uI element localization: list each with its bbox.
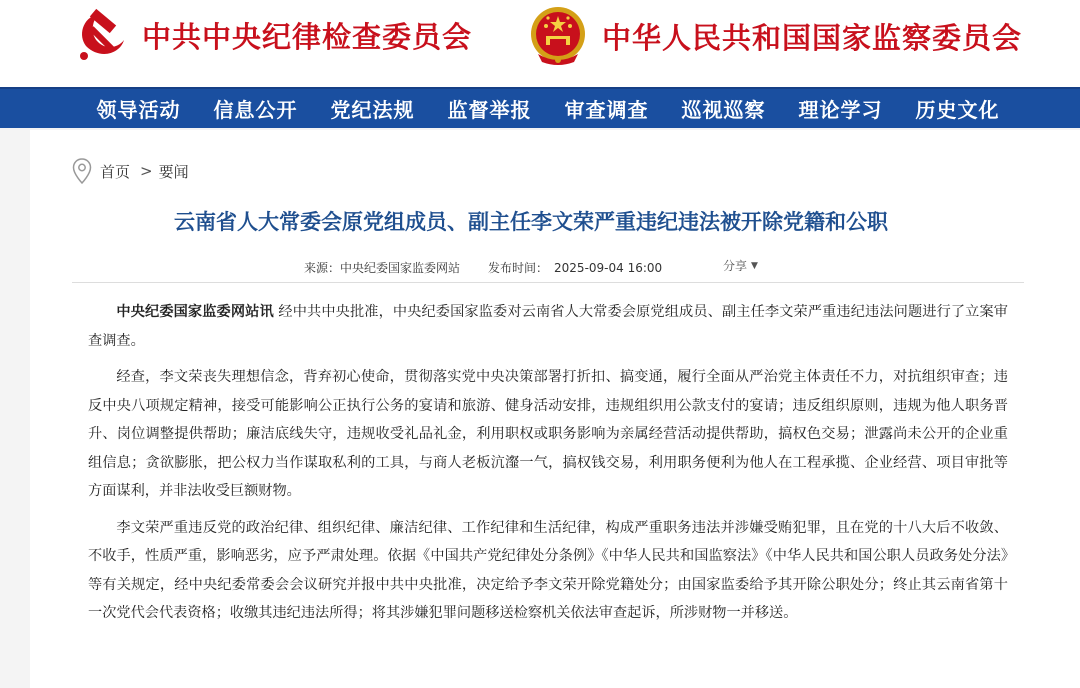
nav-item-investigation[interactable]: 审查调查: [564, 98, 649, 122]
nav-item-leadership[interactable]: 领导活动: [96, 98, 181, 122]
nav-item-report[interactable]: 监督举报: [447, 98, 532, 122]
breadcrumb: [72, 158, 189, 184]
nav-item-disclosure[interactable]: 信息公开: [213, 98, 298, 122]
share-label: 分享: [723, 259, 748, 273]
share-button[interactable]: [723, 257, 758, 274]
hammer-sickle-icon: [72, 6, 130, 64]
divider: [72, 282, 1024, 283]
breadcrumb-current[interactable]: 要闻: [158, 162, 189, 181]
nsc-name: 中华人民共和国国家监察委员会: [602, 20, 1023, 55]
nav-item-history[interactable]: 历史文化: [915, 98, 1000, 122]
article-paragraph-1-text: 经中共中央批准，中央纪委国家监委对云南省人大常委会原党组成员、副主任李文荣严重违纪违法问题进行了立案审查调查。: [88, 304, 1008, 349]
article-paragraph-2: 经查，李文荣丧失理想信念，背弃初心使命，贯彻落实党中央决策部署打折扣、搞变通，履行全面从严治党主体责任不力，对抗组织审查；违反中央八项规定精神，接受可能影响公正执行公务的宴请和旅游、健身活动安排，违规组织用公款支付的宴请；违反组织原则，违规为他人职务晋升、岗位调整提供帮助；廉洁底线失守，违规收受礼品礼金，利用职权或职务影响为亲属经营活动提供帮助，搞权色交易；泄露尚未公开的企业重组信息；贪欲膨胀，把公权力当作谋取私利的工具，与商人老板沆瀣一气，搞权钱交易，利用职务便利为他人在工程承揽、企业经营、项目审批等方面谋利，并非法收受巨额财物。: [88, 369, 1008, 499]
nav-item-theory[interactable]: 理论学习: [798, 98, 883, 122]
publish-time: 2025-09-04 16:00: [554, 260, 663, 275]
article-meta: [304, 259, 662, 276]
ccdi-name: 中共中央纪律检查委员会: [142, 19, 473, 54]
article-source: 来源：中央纪委国家监委网站: [304, 261, 461, 275]
article-panel: [30, 130, 1080, 688]
breadcrumb-home[interactable]: 首页: [100, 162, 131, 181]
main-nav: [0, 87, 1080, 128]
national-emblem-icon: [526, 4, 590, 68]
nav-item-regulations[interactable]: 党纪法规: [330, 98, 415, 122]
publish-time-label: 发布时间：: [488, 261, 549, 275]
breadcrumb-separator: >: [140, 162, 153, 180]
article-paragraph-3: 李文荣严重违反党的政治纪律、组织纪律、廉洁纪律、工作纪律和生活纪律，构成严重职务违法并涉嫌受贿犯罪，且在党的十八大后不收敛、不收手，性质严重，影响恶劣，应予严肃处理。依据《中国共产党纪律处分条例》《中华人民共和国监察法》《中华人民共和国公职人员政务处分法》等有关规定，经中央纪委常委会会议研究并报中共中央批准，决定给予李文荣开除党籍处分；由国家监委给予其开除公职处分；终止其云南省第十一次党代会代表资格；收缴其违纪违法所得；将其涉嫌犯罪问题移送检察机关依法审查起诉，所涉财物一并移送。: [88, 519, 1008, 621]
article-title: 云南省人大常委会原党组成员、副主任李文荣严重违纪违法被开除党籍和公职: [174, 210, 888, 234]
caret-down-icon: ▼: [751, 260, 758, 271]
site-header: [0, 0, 1080, 87]
article-body: [88, 298, 1008, 636]
article-paragraph-1: [88, 298, 1008, 355]
article-lead: 中央纪委国家监委网站讯: [116, 304, 274, 320]
ccdi-logo[interactable]: [72, 6, 472, 64]
nav-item-inspection[interactable]: 巡视巡察: [681, 98, 766, 122]
location-pin-icon: [72, 158, 92, 184]
nsc-logo[interactable]: [526, 4, 1022, 68]
